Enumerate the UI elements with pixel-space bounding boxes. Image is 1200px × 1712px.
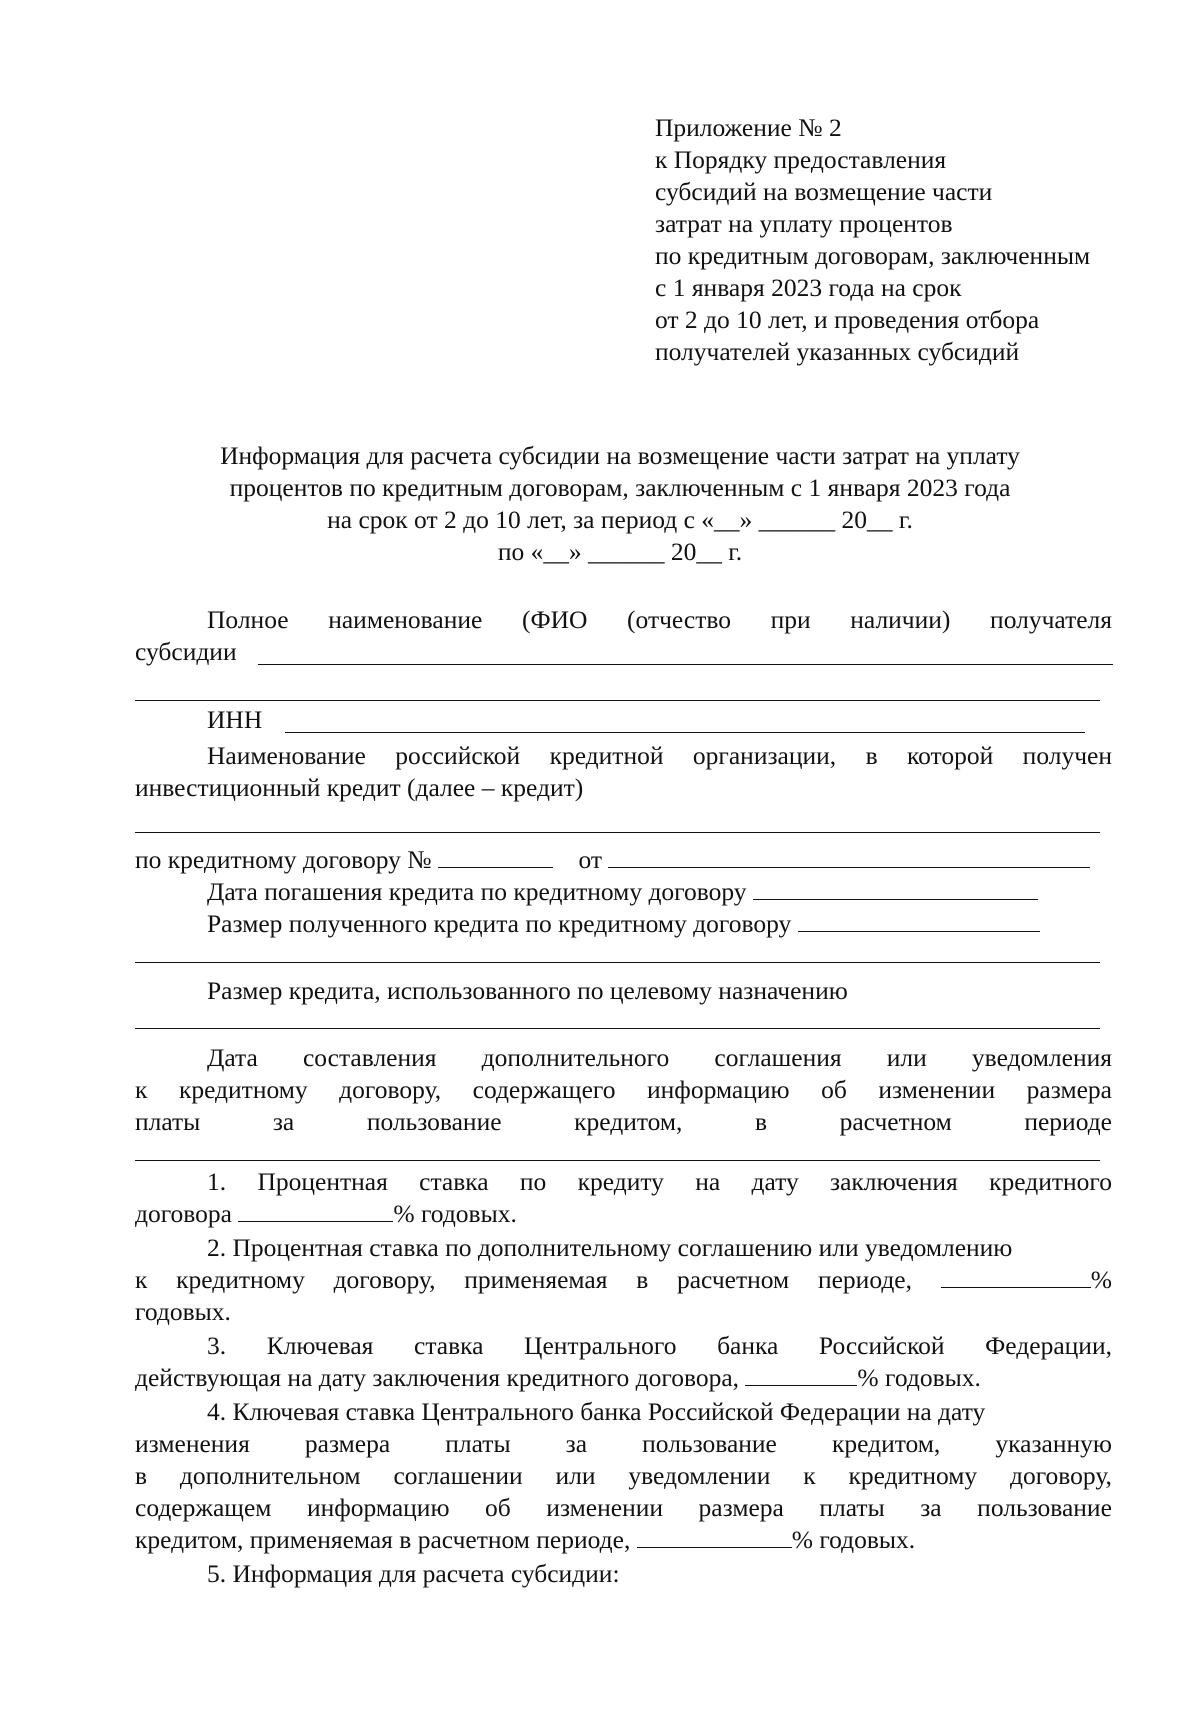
word: кредитному <box>848 1461 978 1490</box>
word: (отчество <box>627 605 731 634</box>
word: на <box>695 1167 721 1196</box>
item-4-line-4 <box>135 1492 1112 1524</box>
word: уведомления <box>971 1043 1112 1072</box>
credit-used-blank[interactable] <box>135 1028 1100 1029</box>
supp-label-line <box>135 1074 1112 1106</box>
item-4-rate-blank[interactable] <box>637 1525 792 1548</box>
contract-number-text: по кредитному договору № <box>135 845 432 874</box>
word: договору, <box>1010 1461 1112 1490</box>
supp-label-line <box>135 1106 1112 1138</box>
word: дополнительном <box>179 1461 361 1490</box>
word: российской <box>395 741 521 770</box>
item-4-cont <box>135 1524 915 1556</box>
word: к <box>135 1075 148 1104</box>
word: размера <box>1026 1075 1112 1104</box>
word: к <box>803 1461 816 1490</box>
supp-label-line <box>207 1042 1112 1074</box>
contract-number-label <box>135 844 1090 876</box>
contract-number-blank[interactable] <box>438 845 553 868</box>
word: за <box>272 1107 295 1136</box>
inn-blank[interactable] <box>285 732 1085 733</box>
inn-label: ИНН <box>207 705 263 734</box>
word: пользование <box>366 1107 502 1136</box>
word: ставка <box>414 1331 484 1360</box>
word: при <box>770 605 811 634</box>
appendix-line: затрат на уплату процентов <box>655 209 953 238</box>
item-1-suffix: % годовых. <box>393 1199 517 1228</box>
word: Дата <box>207 1043 258 1072</box>
word: периоде, <box>817 1265 912 1294</box>
document-title-line: на срок от 2 до 10 лет, за период с «__» ______ 20__ г. <box>327 505 913 534</box>
word: организации, <box>692 741 837 770</box>
item-1-cont <box>135 1198 517 1230</box>
item-2-pct: % <box>1090 1265 1112 1294</box>
word: ставка <box>419 1167 489 1196</box>
word: 3. <box>207 1331 227 1360</box>
word: периоде <box>1024 1107 1112 1136</box>
word: Центрального <box>524 1331 677 1360</box>
word: пользование <box>977 1493 1112 1522</box>
bank-blank[interactable] <box>135 832 1100 833</box>
item-4-line-2 <box>135 1428 1112 1460</box>
repay-date-label <box>207 876 1038 908</box>
word: или <box>886 1043 927 1072</box>
word: размера <box>698 1493 784 1522</box>
word: об <box>821 1075 847 1104</box>
full-name-blank[interactable] <box>258 664 1113 665</box>
full-name-label <box>207 604 1112 636</box>
word: уведомлении <box>628 1461 771 1490</box>
word: заключения <box>830 1167 958 1196</box>
document-title-line: Информация для расчета субсидии на возмещение части затрат на уплату <box>220 441 1020 470</box>
word: договору, <box>333 1265 436 1294</box>
item-3-text: действующая на дату заключения кредитного договора, <box>135 1363 740 1392</box>
full-name-blank-2[interactable] <box>135 700 1100 701</box>
item-4-line-3 <box>135 1460 1112 1492</box>
word: получен <box>1022 741 1112 770</box>
word: за <box>565 1429 588 1458</box>
word: Процентная <box>257 1167 388 1196</box>
word: в <box>754 1107 768 1136</box>
word: Полное <box>207 605 289 634</box>
word: платы <box>135 1107 201 1136</box>
word: наличии) <box>850 605 951 634</box>
word: банка <box>717 1331 779 1360</box>
word: кредитного <box>989 1167 1112 1196</box>
word: составления <box>302 1043 437 1072</box>
appendix-line: субсидий на возмещение части <box>655 177 993 206</box>
contract-date-blank[interactable] <box>608 845 1090 868</box>
word: кредитному <box>176 1265 305 1294</box>
supp-date-blank[interactable] <box>135 1160 1100 1161</box>
word: Федерации, <box>985 1331 1112 1360</box>
word: применяемая <box>464 1265 608 1294</box>
word: пользование <box>642 1429 777 1458</box>
appendix-line: от 2 до 10 лет, и проведения отбора <box>655 305 1040 334</box>
credit-size-blank[interactable] <box>798 909 1040 932</box>
word: информацию <box>647 1075 790 1104</box>
word: кредитом, <box>574 1107 683 1136</box>
item-3-line <box>207 1330 1112 1362</box>
item-3-cont <box>135 1362 981 1394</box>
document-title-line: процентов по кредитным договорам, заключенным с 1 января 2023 года <box>229 473 1011 502</box>
item-1-text: договора <box>135 1199 232 1228</box>
word: в <box>865 741 878 770</box>
appendix-line: к Порядку предоставления <box>655 145 947 174</box>
word: кредитом, <box>831 1429 941 1458</box>
repay-date-blank[interactable] <box>753 877 1038 900</box>
item-1-line <box>207 1166 1112 1198</box>
word: наименование <box>328 605 483 634</box>
word: Российской <box>818 1331 945 1360</box>
word: которой <box>907 741 994 770</box>
word: об <box>485 1493 511 1522</box>
word: (ФИО <box>521 605 588 634</box>
item-5-line: 5. Информация для расчета субсидии: <box>207 1559 620 1588</box>
word: в <box>636 1265 649 1294</box>
appendix-line: Приложение № 2 <box>655 113 842 142</box>
credit-used-label: Размер кредита, использованного по целевому назначению <box>207 976 848 1005</box>
appendix-line: получателей указанных субсидий <box>655 337 1020 366</box>
word: содержащего <box>472 1075 616 1104</box>
word: Ключевая <box>266 1331 374 1360</box>
word: платы <box>445 1429 511 1458</box>
item-4-line: 4. Ключевая ставка Центрального банка Российской Федерации на дату <box>207 1397 986 1426</box>
word: платы <box>819 1493 885 1522</box>
word: изменении <box>546 1493 664 1522</box>
word: изменения <box>135 1429 250 1458</box>
word: соглашения <box>714 1043 842 1072</box>
word: в <box>135 1461 148 1490</box>
word: указанную <box>995 1429 1112 1458</box>
appendix-line: с 1 января 2023 года на срок <box>655 273 962 302</box>
word: содержащем <box>135 1493 272 1522</box>
credit-size-blank-2[interactable] <box>135 962 1100 963</box>
word: дополнительного <box>481 1043 670 1072</box>
item-3-rate-blank[interactable] <box>745 1363 857 1386</box>
appendix-line: по кредитным договорам, заключенным <box>655 241 1091 270</box>
word: или <box>555 1461 596 1490</box>
bank-label <box>207 740 1112 772</box>
item-2-cont: годовых. <box>135 1297 231 1326</box>
word: кредитному <box>178 1075 308 1104</box>
word: за <box>920 1493 942 1522</box>
word: информацию <box>306 1493 450 1522</box>
word: расчетном <box>676 1265 790 1294</box>
item-2-rate <box>941 1264 1112 1296</box>
item-2-line: 2. Процентная ставка по дополнительному соглашению или уведомлению <box>207 1233 1013 1262</box>
appendix-header <box>655 112 1090 368</box>
full-name-cont: субсидии <box>135 637 237 666</box>
word: кредиту <box>577 1167 664 1196</box>
document-title-line: по «__» ______ 20__ г. <box>497 537 743 566</box>
item-4-suffix: % годовых. <box>791 1525 916 1554</box>
word: договору, <box>339 1075 442 1104</box>
item-4-text: кредитом, применяемая в расчетном периоде, <box>135 1525 631 1554</box>
word: размера <box>304 1429 391 1458</box>
credit-size-text: Размер полученного кредита по кредитному договору <box>207 909 792 938</box>
contract-from-text: от <box>578 845 603 874</box>
word: 1. <box>207 1167 227 1196</box>
item-3-suffix: % годовых. <box>857 1363 981 1392</box>
word: дату <box>751 1167 799 1196</box>
repay-date-text: Дата погашения кредита по кредитному договору <box>207 877 747 906</box>
item-1-rate-blank[interactable] <box>238 1199 393 1222</box>
word: соглашении <box>393 1461 523 1490</box>
word: изменении <box>878 1075 996 1104</box>
item-2-line-2 <box>135 1264 1112 1296</box>
word: к <box>135 1265 148 1294</box>
word: по <box>519 1167 547 1196</box>
word: Наименование <box>207 741 366 770</box>
bank-cont: инвестиционный кредит (далее – кредит) <box>135 773 584 802</box>
word: расчетном <box>839 1107 952 1136</box>
item-2-rate-blank[interactable] <box>941 1265 1091 1288</box>
word: получателя <box>990 605 1112 634</box>
credit-size-label <box>207 908 1040 940</box>
word: кредитной <box>549 741 664 770</box>
